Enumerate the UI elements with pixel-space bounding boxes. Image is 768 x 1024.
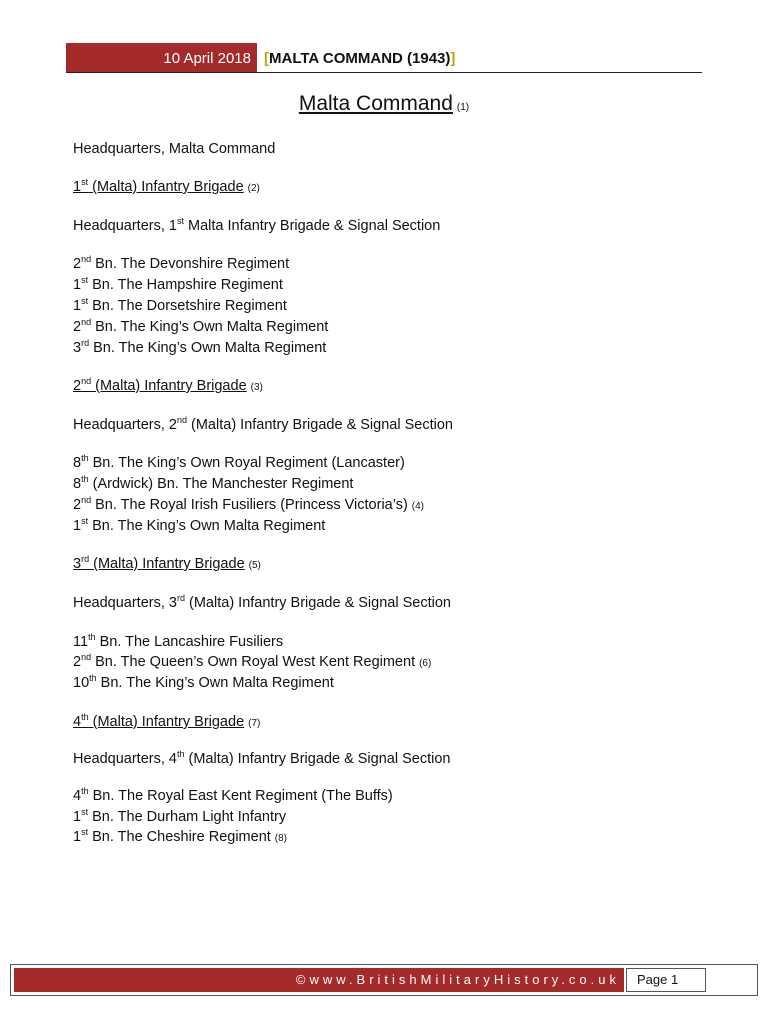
ordinal-suffix: th bbox=[81, 453, 89, 463]
line-lead: 3 bbox=[73, 340, 82, 356]
line-text bbox=[73, 788, 393, 804]
document-title bbox=[0, 92, 768, 116]
ordinal-suffix: rd bbox=[81, 338, 90, 348]
line-text bbox=[73, 476, 353, 492]
unit-line bbox=[73, 318, 328, 336]
line-body: Malta Infantry Brigade & Signal Section bbox=[184, 218, 441, 234]
line-text bbox=[73, 340, 326, 356]
line-text bbox=[73, 378, 247, 394]
ordinal-suffix: nd bbox=[81, 495, 92, 505]
line-text bbox=[73, 714, 244, 730]
line-body: Bn. The King’s Own Malta Regiment bbox=[96, 675, 334, 691]
unit-line bbox=[73, 297, 287, 315]
unit-line bbox=[73, 633, 283, 651]
ordinal-suffix: nd bbox=[81, 254, 92, 264]
line-body: Bn. The Cheshire Regiment bbox=[88, 829, 271, 845]
line-text bbox=[73, 634, 283, 650]
line-text bbox=[73, 497, 408, 513]
footnote-ref: (8) bbox=[274, 833, 288, 844]
ordinal-suffix: nd bbox=[81, 376, 92, 386]
unit-line bbox=[73, 828, 287, 848]
line-body: (Ardwick) Bn. The Manchester Regiment bbox=[88, 476, 354, 492]
line-lead: 11 bbox=[73, 634, 89, 650]
line-text bbox=[73, 829, 271, 845]
unit-line bbox=[73, 808, 286, 826]
footer-website: ©www.BritishMilitaryHistory.co.uk bbox=[14, 968, 624, 992]
line-body: Bn. The Royal Irish Fusiliers (Princess Victoria’s) bbox=[91, 497, 408, 513]
line-body: Bn. The Queen’s Own Royal West Kent Regiment bbox=[91, 654, 416, 670]
ordinal-suffix: nd bbox=[176, 415, 187, 425]
unit-line bbox=[73, 475, 353, 493]
unit-line bbox=[73, 750, 450, 768]
line-lead: Headquarters, 1 bbox=[73, 218, 177, 234]
header-date: 10 April 2018 bbox=[66, 43, 257, 72]
line-body: (Malta) Infantry Brigade bbox=[91, 378, 247, 394]
line-text bbox=[73, 595, 451, 611]
unit-line bbox=[73, 454, 405, 472]
line-text bbox=[73, 809, 286, 825]
header-bracket-open: [ bbox=[264, 50, 269, 67]
unit-line bbox=[73, 140, 275, 158]
ordinal-suffix: th bbox=[88, 632, 96, 642]
footnote-ref: (6) bbox=[419, 658, 432, 669]
line-body: (Malta) Infantry Brigade & Signal Section bbox=[184, 751, 451, 767]
line-text bbox=[73, 141, 275, 157]
line-body: (Malta) Infantry Brigade bbox=[88, 714, 245, 730]
line-body: Bn. The King’s Own Malta Regiment bbox=[88, 518, 326, 534]
brigade-heading bbox=[73, 377, 263, 397]
unit-line bbox=[73, 496, 424, 516]
header-bracket-close: ] bbox=[450, 50, 456, 67]
line-text bbox=[73, 675, 334, 691]
line-lead: Headquarters, 2 bbox=[73, 417, 177, 433]
footnote-ref: (4) bbox=[411, 501, 425, 512]
line-body: Bn. The Lancashire Fusiliers bbox=[95, 634, 284, 650]
header-title-text: MALTA COMMAND (1943) bbox=[269, 50, 451, 67]
line-text bbox=[73, 518, 325, 534]
line-body: (Malta) Infantry Brigade & Signal Section bbox=[187, 417, 453, 433]
line-lead: 2 bbox=[73, 497, 82, 513]
line-lead: 1 bbox=[73, 518, 82, 534]
footnote-ref: (5) bbox=[248, 560, 261, 571]
ordinal-suffix: st bbox=[81, 296, 89, 306]
line-lead: 1 bbox=[73, 829, 82, 845]
line-text bbox=[73, 556, 245, 572]
unit-line bbox=[73, 339, 326, 357]
line-lead: 1 bbox=[73, 179, 82, 195]
unit-line bbox=[73, 787, 393, 805]
document-title-note: (1) bbox=[456, 102, 470, 113]
document-title-text: Malta Command bbox=[298, 92, 453, 115]
ordinal-suffix: st bbox=[81, 827, 89, 837]
unit-line bbox=[73, 276, 283, 294]
line-lead: 1 bbox=[73, 277, 82, 293]
line-body: Bn. The Hampshire Regiment bbox=[88, 277, 283, 293]
ordinal-suffix: rd bbox=[176, 593, 185, 603]
brigade-heading bbox=[73, 555, 261, 575]
ordinal-suffix: rd bbox=[81, 554, 90, 564]
line-lead: 1 bbox=[73, 809, 82, 825]
footnote-ref: (2) bbox=[247, 183, 260, 194]
ordinal-suffix: th bbox=[176, 749, 185, 759]
line-lead: 4 bbox=[73, 788, 82, 804]
header-title bbox=[264, 43, 455, 74]
line-lead: 1 bbox=[73, 298, 82, 314]
unit-line bbox=[73, 416, 453, 434]
ordinal-suffix: st bbox=[81, 516, 89, 526]
unit-line bbox=[73, 674, 334, 692]
footnote-ref: (7) bbox=[248, 718, 261, 729]
line-text bbox=[73, 751, 450, 767]
line-lead: 2 bbox=[73, 319, 82, 335]
footnote-ref: (3) bbox=[250, 382, 263, 393]
ordinal-suffix: th bbox=[81, 474, 89, 484]
line-body: Bn. The King’s Own Malta Regiment bbox=[91, 319, 329, 335]
line-lead: 2 bbox=[73, 654, 82, 670]
line-body: Bn. The Devonshire Regiment bbox=[91, 256, 290, 272]
line-lead: 8 bbox=[73, 476, 82, 492]
brigade-heading bbox=[73, 178, 260, 198]
ordinal-suffix: nd bbox=[81, 317, 92, 327]
ordinal-suffix: nd bbox=[81, 652, 92, 662]
unit-line bbox=[73, 255, 289, 273]
line-body: Headquarters, Malta Command bbox=[73, 141, 276, 157]
line-lead: Headquarters, 3 bbox=[73, 595, 177, 611]
line-body: Bn. The King’s Own Royal Regiment (Lancaster) bbox=[88, 455, 405, 471]
line-body: Bn. The King’s Own Malta Regiment bbox=[89, 340, 327, 356]
line-body: Bn. The Dorsetshire Regiment bbox=[88, 298, 287, 314]
line-body: Bn. The Royal East Kent Regiment (The Buffs) bbox=[88, 788, 393, 804]
line-lead: 10 bbox=[73, 675, 90, 691]
line-lead: 8 bbox=[73, 455, 82, 471]
line-text bbox=[73, 218, 440, 234]
line-text bbox=[73, 256, 289, 272]
header-rule bbox=[66, 72, 702, 73]
ordinal-suffix: th bbox=[89, 673, 97, 683]
line-lead: 4 bbox=[73, 714, 82, 730]
brigade-heading bbox=[73, 713, 260, 733]
line-text bbox=[73, 455, 405, 471]
ordinal-suffix: st bbox=[176, 216, 184, 226]
unit-line bbox=[73, 653, 431, 673]
line-text bbox=[73, 298, 287, 314]
unit-line bbox=[73, 517, 325, 535]
ordinal-suffix: st bbox=[81, 177, 89, 187]
ordinal-suffix: th bbox=[81, 786, 89, 796]
line-text bbox=[73, 179, 244, 195]
page-footer bbox=[10, 964, 758, 996]
line-lead: 2 bbox=[73, 256, 82, 272]
line-lead: Headquarters, 4 bbox=[73, 751, 177, 767]
unit-line bbox=[73, 217, 440, 235]
ordinal-suffix: st bbox=[81, 807, 89, 817]
line-body: (Malta) Infantry Brigade bbox=[88, 179, 244, 195]
unit-line bbox=[73, 594, 451, 612]
line-lead: 3 bbox=[73, 556, 82, 572]
line-body: (Malta) Infantry Brigade bbox=[89, 556, 245, 572]
footer-page-number: Page 1 bbox=[626, 968, 706, 992]
line-text bbox=[73, 319, 328, 335]
line-text bbox=[73, 654, 415, 670]
line-text bbox=[73, 277, 283, 293]
ordinal-suffix: st bbox=[81, 275, 89, 285]
line-lead: 2 bbox=[73, 378, 82, 394]
line-body: (Malta) Infantry Brigade & Signal Section bbox=[185, 595, 451, 611]
line-body: Bn. The Durham Light Infantry bbox=[88, 809, 287, 825]
page-header bbox=[66, 43, 702, 73]
ordinal-suffix: th bbox=[81, 712, 89, 722]
line-text bbox=[73, 417, 453, 433]
